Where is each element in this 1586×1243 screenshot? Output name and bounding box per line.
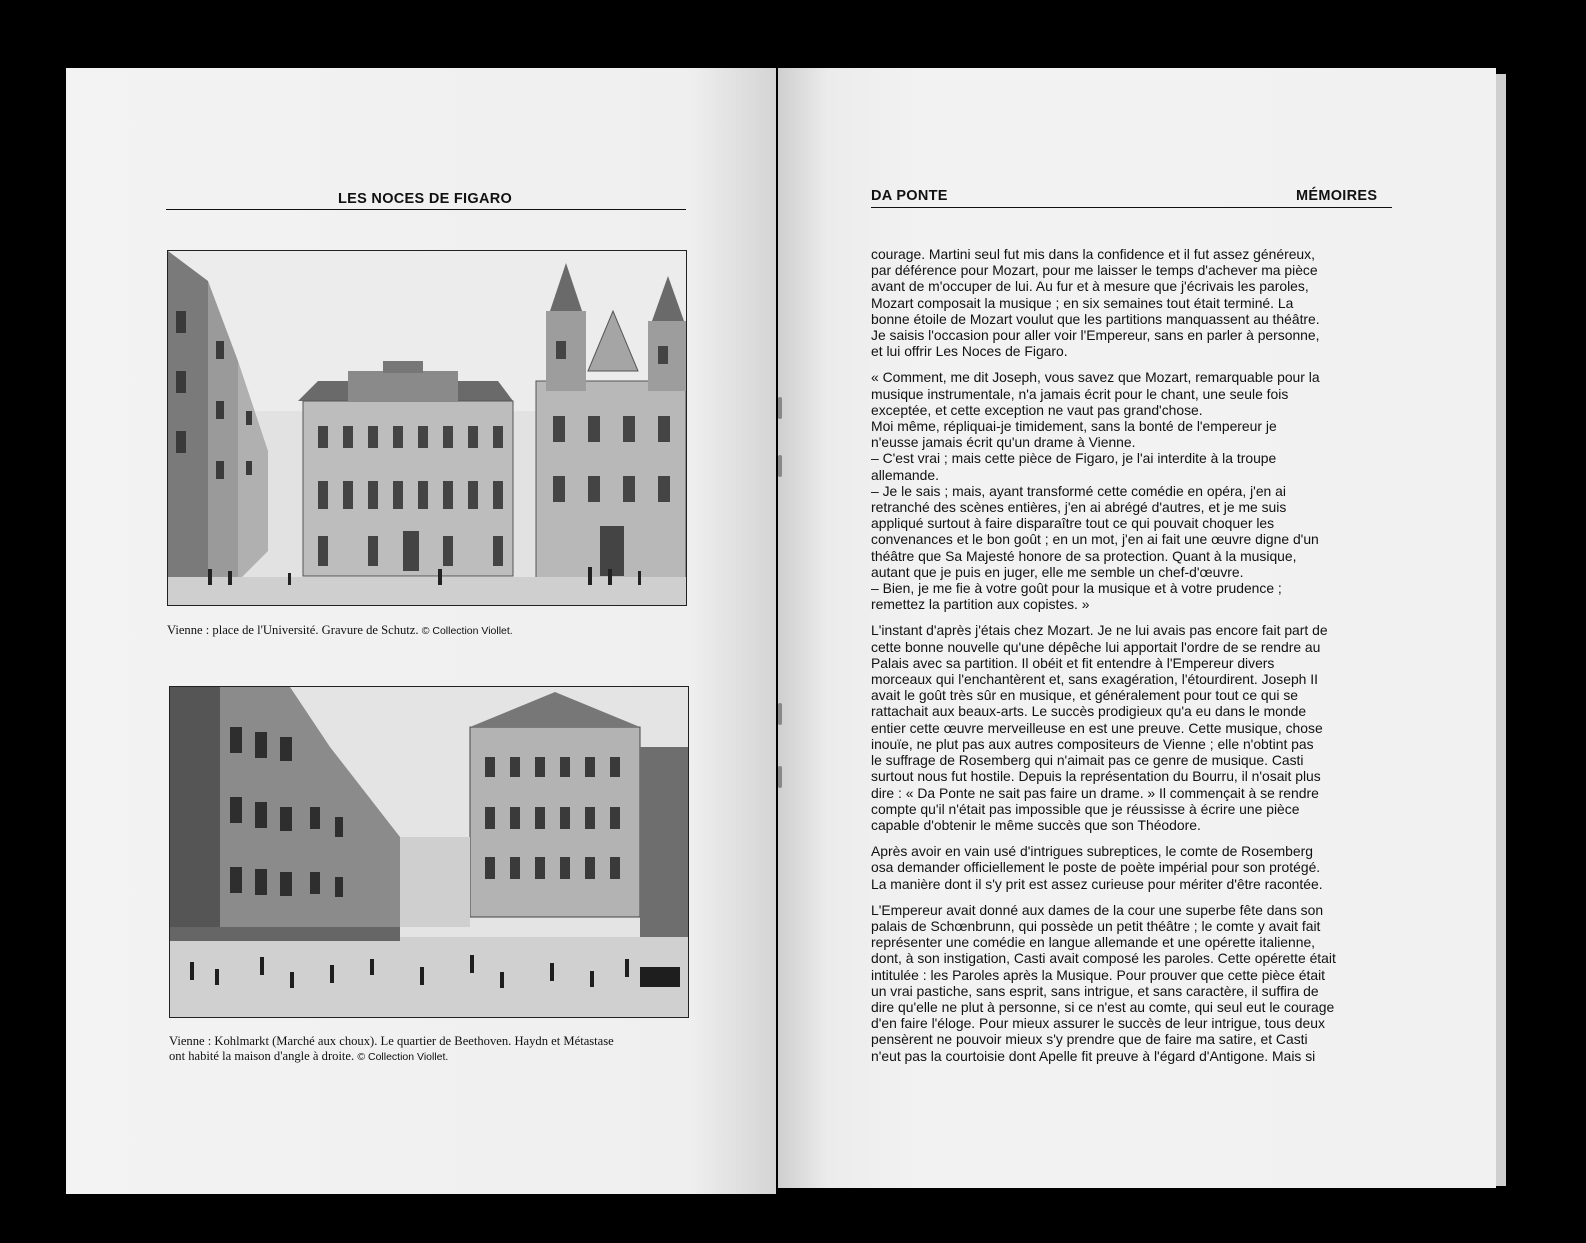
figure-2-caption-line-2: ont habité la maison d'angle à droite. (169, 1048, 355, 1063)
body-line: Moi même, répliquai-je timidement, sans la bonté de l'empereur je (871, 418, 1277, 435)
body-line: La manière dont il s'y prit est assez curieuse pour mériter d'être racontée. (871, 875, 1323, 892)
figure-2-credit: © Collection Viollet. (357, 1050, 449, 1063)
body-line: remettez la partition aux copistes. » (871, 596, 1090, 613)
body-line: – Bien, je me fie à votre goût pour la musique et à votre prudence ; (871, 580, 1282, 597)
binding-stitch (778, 703, 782, 725)
body-paragraph (871, 246, 1392, 359)
body-line: capable d'obtenir le même succès que son Théodore. (871, 816, 1201, 833)
body-line: rattachait aux beaux-arts. Le succès prodigieux qu'a eu dans le monde (871, 703, 1307, 720)
body-line: – Je le sais ; mais, ayant transformé cette comédie en opéra, j'en ai (871, 482, 1286, 499)
body-line: d'en faire l'éloge. Pour mieux assurer le succès de leur intrigue, tous deux (871, 1015, 1325, 1032)
binding-stitch (778, 397, 782, 419)
body-line: surtout nous fut hostile. Depuis la représentation du Bourru, il n'osait plus (871, 768, 1321, 785)
body-line: et lui offrir Les Noces de Figaro. (871, 343, 1068, 360)
body-line: entier cette œuvre merveilleuse en est une preuve. Cette musique, chose (871, 719, 1323, 736)
body-line: bonne étoile de Mozart voulut que les partitions manquassent au théâtre. (871, 310, 1320, 327)
body-line: dire : « Da Ponte ne sait pas faire un drame. » Il commençait à se rendre (871, 784, 1319, 801)
engraving-university-square (167, 250, 687, 606)
body-line: appliqué surtout à faire disparaître tout ce qui pouvait choquer les (871, 515, 1275, 532)
right-running-head-left: DA PONTE (871, 188, 948, 204)
body-line: cette bonne nouvelle qu'une dépêche lui apportait l'ordre de se rendre au (871, 638, 1321, 655)
body-line: Mozart composait la musique ; en six semaines tout était terminé. La (871, 294, 1294, 311)
body-line: compte qu'il n'était pas impossible que je réussisse à écrire une pièce (871, 800, 1300, 817)
body-line: intitulée : les Paroles après la Musique. Pour prouver que cette pièce était (871, 966, 1326, 983)
body-line: Palais avec sa partition. Il obéit et fit entendre à l'Empereur divers (871, 654, 1275, 671)
figure-1-credit: © Collection Viollet. (421, 625, 513, 637)
body-paragraph (871, 843, 1392, 892)
figure-2-caption-line-1: Vienne : Kohlmarkt (Marché aux choux). Le quartier de Beethoven. Haydn et Métastase (169, 1034, 614, 1048)
body-line: morceaux qui l'enchantèrent et, sans exagération, l'étourdirent. Joseph II (871, 671, 1318, 688)
figure-1-caption-text: Vienne : place de l'Université. Gravure de Schutz. (167, 623, 419, 637)
right-running-head-right: MÉMOIRES (1296, 188, 1378, 204)
body-line: convenances et le bon goût ; en un mot, j'en ai fait une œuvre digne d'un (871, 531, 1319, 548)
body-line: palais de Schœnbrunn, qui possède un petit théâtre ; le comte y avait fait (871, 917, 1321, 934)
body-line: n'eut pas la courtoisie dont Apelle fit preuve à l'égard d'Antigone. Mais si (871, 1047, 1316, 1064)
body-line: « Comment, me dit Joseph, vous savez que Mozart, remarquable pour la (871, 369, 1320, 386)
body-line: musique instrumentale, n'a jamais écrit pour le chant, une seule fois (871, 385, 1289, 402)
body-line: inouïe, ne plut pas aux autres compositeurs de Vienne ; elle n'obtint pas (871, 735, 1314, 752)
right-head-rule (871, 207, 1392, 208)
body-line: avait le goût très sûr en musique, et généralement pour tout ce qui se (871, 687, 1299, 704)
body-line: par déférence pour Mozart, pour me laisser le temps d'achever ma pièce (871, 262, 1318, 279)
body-line: dont, à son instigation, Casti avait composé les paroles. Cette opérette était (871, 950, 1336, 967)
body-line: retranché des scènes entières, j'en ai abrégé d'autres, et je me suis (871, 499, 1287, 516)
body-line: osa demander officiellement le poste de poète impérial pour son protégé. (871, 859, 1321, 876)
body-line: allemande. (871, 466, 939, 483)
body-line: représenter une comédie en langue allemande et une opérette italienne, (871, 934, 1316, 951)
binding-stitch (778, 766, 782, 788)
body-line: autant que je puis en juger, elle me semble un chef-d'œuvre. (871, 563, 1244, 580)
body-line: Après avoir en vain usé d'intrigues subreptices, le comte de Rosemberg (871, 843, 1313, 860)
body-line: le suffrage de Rosemberg qui n'aimait pas ce genre de musique. Casti (871, 752, 1304, 769)
body-line: un vrai pastiche, sans esprit, sans intrigue, et sans caractère, il suffira de (871, 982, 1319, 999)
body-line: avant de m'occuper de lui. Au fur et à mesure que j'écrivais les paroles, (871, 278, 1309, 295)
page-edge (1496, 74, 1506, 1186)
body-line: Je saisis l'occasion pour aller voir l'Empereur, sans en parler à personne, (871, 327, 1320, 344)
body-line: courage. Martini seul fut mis dans la confidence et il fut assez généreux, (871, 246, 1315, 262)
body-line: – C'est vrai ; mais cette pièce de Figaro, je l'ai interdite à la troupe (871, 450, 1277, 467)
memoir-body-text (871, 246, 1392, 1074)
body-line: pensèrent ne pouvoir mieux s'y prendre que de faire ma satire, et Casti (871, 1031, 1308, 1048)
engraving-kohlmarkt (169, 686, 689, 1018)
left-running-head: LES NOCES DE FIGARO (338, 191, 513, 207)
body-line: exceptée, et cette exception ne vaut pas grand'chose. (871, 401, 1203, 418)
body-paragraph (871, 369, 1392, 612)
body-paragraph (871, 622, 1392, 833)
body-line: L'Empereur avait donné aux dames de la cour une superbe fête dans son (871, 901, 1324, 918)
figure-2-caption (169, 1034, 695, 1064)
body-paragraph (871, 902, 1392, 1064)
body-line: dire qu'elle ne plut à personne, si ce n'est au comte, qui seul eut le courage (871, 998, 1335, 1015)
left-head-rule (166, 209, 686, 210)
figure-1-caption (167, 623, 513, 639)
body-line: n'eusse jamais écrit qu'un drame à Vienne. (871, 434, 1136, 451)
body-line: théâtre que Sa Majesté honore de sa protection. Quant à la musique, (871, 547, 1297, 564)
body-line: L'instant d'après j'étais chez Mozart. Je ne lui avais pas encore fait part de (871, 622, 1328, 639)
binding-stitch (778, 455, 782, 477)
